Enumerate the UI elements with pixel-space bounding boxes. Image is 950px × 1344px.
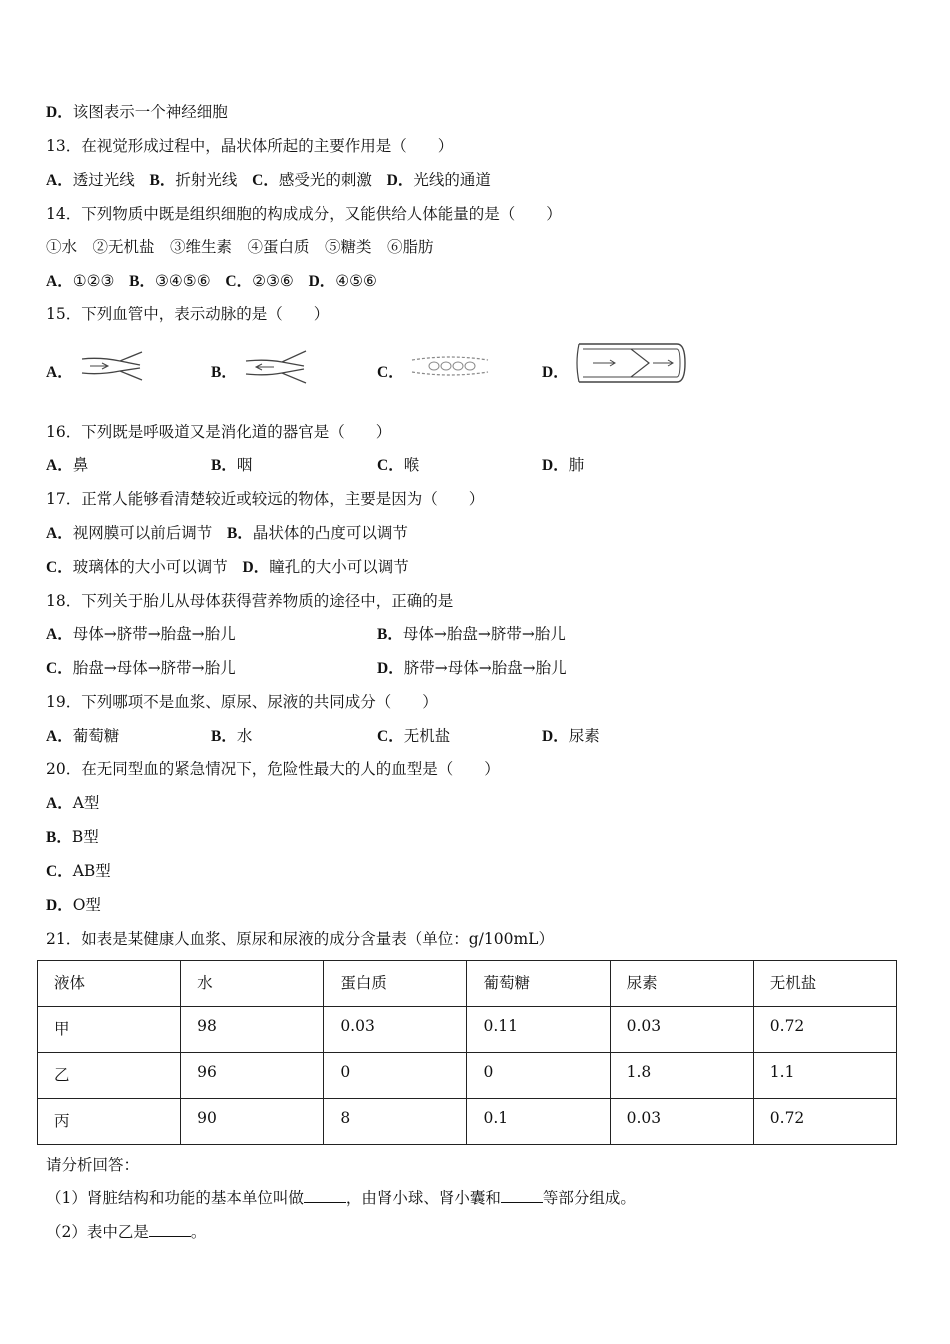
q21-sub1: （1）肾脏结构和功能的基本单位叫做 ，由肾小球、肾小囊和 等部分组成。 — [46, 1189, 636, 1207]
q15-stem: 15．下列血管中，表示动脉的是（ ） — [46, 305, 330, 323]
table-cell: 96 — [181, 1053, 324, 1099]
q17-stem: 17．正常人能够看清楚较近或较远的物体，主要是因为（ ） — [46, 490, 485, 508]
q20-option-d: D．O型 — [46, 896, 101, 914]
q19-option-c: C．无机盐 — [377, 727, 451, 745]
table-cell: 0.72 — [753, 1099, 896, 1145]
q15-option-d-label: D． — [542, 364, 569, 381]
q13-options: A．透过光线 B．折射光线 C．感受光的刺激 D．光线的通道 — [46, 171, 491, 189]
table-cell: 0.03 — [610, 1099, 753, 1145]
answer-blank[interactable] — [304, 1188, 346, 1203]
vessel-branching-icon — [244, 349, 314, 385]
table-cell: 丙 — [38, 1099, 181, 1145]
table-row — [38, 1007, 897, 1053]
q21-prompt: 请分析回答： — [46, 1156, 140, 1174]
q20-stem: 20．在无同型血的紧急情况下，危险性最大的人的血型是（ ） — [46, 760, 500, 778]
vessel-branching-icon — [80, 349, 150, 383]
q17-options-cd: C．玻璃体的大小可以调节 D．瞳孔的大小可以调节 — [46, 558, 409, 576]
q14-option-b: ③④⑤⑥ — [155, 272, 211, 290]
q20-option-a: A．A型 — [46, 794, 100, 812]
table-header-cell: 葡萄糖 — [467, 961, 610, 1007]
table-row — [38, 1053, 897, 1099]
q13-option-c: 感受光的刺激 — [278, 171, 372, 189]
composition-table — [37, 960, 897, 1145]
q16-option-a: A．鼻 — [46, 456, 89, 474]
q19-option-a: A．葡萄糖 — [46, 727, 120, 745]
table-cell: 0 — [324, 1053, 467, 1099]
q13-option-b: 折射光线 — [175, 171, 238, 189]
q14-option-c: ②③⑥ — [252, 272, 294, 290]
table-cell: 甲 — [38, 1007, 181, 1053]
q19-option-b: B．水 — [211, 727, 253, 745]
q14-stem: 14．下列物质中既是组织细胞的构成成分，又能供给人体能量的是（ ） — [46, 205, 562, 223]
q15-option-a-label: A． — [46, 364, 73, 381]
q15-option-c-label: C． — [377, 364, 404, 381]
q16-option-c: C．喉 — [377, 456, 420, 474]
table-cell: 1.1 — [753, 1053, 896, 1099]
q19-option-d: D．尿素 — [542, 727, 600, 745]
table-row — [38, 1099, 897, 1145]
q17-option-b: 晶状体的凸度可以调节 — [252, 524, 408, 542]
capillary-icon — [410, 352, 490, 380]
table-cell: 0 — [467, 1053, 610, 1099]
q17-option-d: 瞳孔的大小可以调节 — [269, 558, 409, 576]
table-cell: 0.1 — [467, 1099, 610, 1145]
q16-option-b: B．咽 — [211, 456, 253, 474]
table-cell: 0.03 — [610, 1007, 753, 1053]
q15-option-b-label: B． — [211, 364, 237, 381]
table-header-cell: 水 — [181, 961, 324, 1007]
q17-option-c: 玻璃体的大小可以调节 — [72, 558, 228, 576]
table-cell: 90 — [181, 1099, 324, 1145]
table-header-cell: 尿素 — [610, 961, 753, 1007]
q20-option-c: C．AB型 — [46, 862, 111, 880]
table-cell: 乙 — [38, 1053, 181, 1099]
table-header-row — [38, 961, 897, 1007]
q17-option-a: 视网膜可以前后调节 — [72, 524, 213, 542]
q17-options-ab: A．视网膜可以前后调节 B．晶状体的凸度可以调节 — [46, 524, 408, 542]
q21-stem: 21．如表是某健康人血浆、原尿和尿液的成分含量表（单位：g/100mL） — [46, 930, 554, 948]
q18-option-c: C．胎盘→母体→脐带→胎儿 — [46, 659, 236, 677]
q20-option-b: B．B型 — [46, 828, 99, 846]
table-cell: 0.72 — [753, 1007, 896, 1053]
q16-stem: 16．下列既是呼吸道又是消化道的器官是（ ） — [46, 423, 392, 441]
q13-option-d: 光线的通道 — [413, 171, 491, 189]
table-cell: 1.8 — [610, 1053, 753, 1099]
q18-option-d: D．脐带→母体→胎盘→胎儿 — [377, 659, 567, 677]
answer-blank[interactable] — [149, 1222, 191, 1237]
q13-stem: 13．在视觉形成过程中，晶状体所起的主要作用是（ ） — [46, 137, 454, 155]
table-header-cell: 蛋白质 — [324, 961, 467, 1007]
table-header-cell: 液体 — [38, 961, 181, 1007]
table-cell: 8 — [324, 1099, 467, 1145]
q21-sub2: （2）表中乙是 。 — [46, 1223, 207, 1241]
table-cell: 0.03 — [324, 1007, 467, 1053]
q16-option-d: D．肺 — [542, 456, 585, 474]
table-cell: 98 — [181, 1007, 324, 1053]
q13-option-a: 透过光线 — [72, 171, 135, 189]
q19-stem: 19．下列哪项不是血浆、原尿、尿液的共同成分（ ） — [46, 693, 438, 711]
q18-stem: 18．下列关于胎儿从母体获得营养物质的途径中，正确的是 — [46, 592, 454, 610]
q14-items: ①水 ②无机盐 ③维生素 ④蛋白质 ⑤糖类 ⑥脂肪 — [46, 238, 434, 256]
table-header-cell: 无机盐 — [753, 961, 896, 1007]
q12-option-d: D．该图表示一个神经细胞 — [46, 103, 228, 121]
table-cell: 0.11 — [467, 1007, 610, 1053]
q14-option-a: ①②③ — [72, 272, 115, 290]
q14-options: A．①②③ B．③④⑤⑥ C．②③⑥ D．④⑤⑥ — [46, 272, 377, 290]
vessel-converging-icon — [573, 340, 689, 386]
q14-option-d: ④⑤⑥ — [335, 272, 377, 290]
q18-option-b: B．母体→胎盘→脐带→胎儿 — [377, 625, 566, 643]
q18-option-a: A．母体→脐带→胎盘→胎儿 — [46, 625, 236, 643]
answer-blank[interactable] — [501, 1188, 543, 1203]
